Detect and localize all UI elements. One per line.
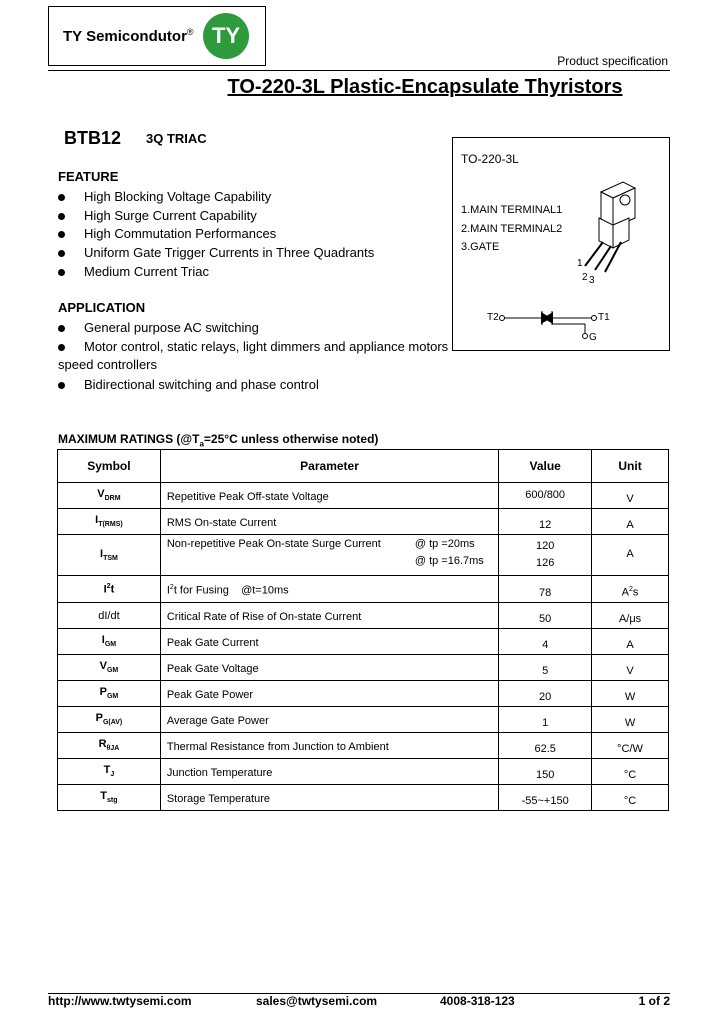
symbol-cell: $I_{TSM}$ [58, 535, 161, 576]
unit-cell: W [592, 681, 669, 707]
symbol-cell: $T_{stg}$ [58, 785, 161, 811]
value-cell: 12 [499, 509, 592, 535]
terminal-t1-label: T1 [598, 312, 610, 323]
pin-number: 1 [577, 258, 583, 269]
footer-email-link[interactable]: sales@twtysemi.com [256, 994, 378, 1008]
value-cell: 5 [499, 655, 592, 681]
unit-cell: V [592, 483, 669, 509]
ratings-title: MAXIMUM RATINGS ($@T_a=25^\circ C$ unless otherwise noted) [58, 432, 379, 449]
parameter-cell: Junction Temperature [160, 759, 498, 785]
symbol-cell: $I_{T(RMS)}$ [58, 509, 161, 535]
parameter-cell: Thermal Resistance from Junction to Ambient [160, 733, 498, 759]
bullet-icon [58, 250, 65, 257]
application-heading: APPLICATION [58, 300, 146, 315]
table-row [58, 759, 669, 785]
symbol-cell: $V_{DRM}$ [58, 483, 161, 509]
value-cell: 62.5 [499, 733, 592, 759]
parameter-cell: Storage Temperature [160, 785, 498, 811]
bullet-icon [58, 231, 65, 238]
parameter-cell: Non-repetitive Peak On-state Surge Current @ tp =20ms @ tp =16.7ms [160, 535, 498, 576]
bullet-icon [58, 382, 65, 389]
parameter-cell: Peak Gate Power [160, 681, 498, 707]
bullet-icon [58, 269, 65, 276]
triac-symbol [493, 308, 603, 344]
terminal-t2-label: T2 [487, 312, 499, 323]
unit-cell: A [592, 509, 669, 535]
feature-heading: FEATURE [58, 169, 119, 184]
parameter-cell: Peak Gate Current [160, 629, 498, 655]
bullet-icon [58, 213, 65, 220]
parameter-cell: Repetitive Peak Off-state Voltage [160, 483, 498, 509]
footer-phone: 4008-318-123 [440, 994, 515, 1008]
brand-name: TY Semicondutor® [63, 27, 194, 45]
symbol-cell: $P_{GM}$ [58, 681, 161, 707]
column-header: Unit [592, 450, 669, 483]
bullet-icon [58, 325, 65, 332]
value-cell: 120 126 [499, 535, 592, 576]
product-specification-label: Product specification [557, 54, 668, 68]
value-cell: 4 [499, 629, 592, 655]
gate-label: G [589, 332, 597, 343]
logo-mark: TY [203, 13, 249, 59]
parameter-cell: Average Gate Power [160, 707, 498, 733]
symbol-cell: $V_{GM}$ [58, 655, 161, 681]
document-title: TO-220-3L Plastic-Encapsulate Thyristors [227, 76, 623, 98]
unit-cell: A/μs [592, 603, 669, 629]
bullet-icon [58, 194, 65, 201]
unit-cell: °C [592, 759, 669, 785]
column-header: Symbol [58, 450, 161, 483]
unit-cell: °C/W [592, 733, 669, 759]
parameter-cell: RMS On-state Current [160, 509, 498, 535]
package-info-box [452, 137, 670, 351]
table-row [58, 629, 669, 655]
value-cell: 600/800 [499, 483, 592, 509]
symbol-cell: $R_{\theta JA}$ [58, 733, 161, 759]
symbol-cell: $T_J$ [58, 759, 161, 785]
registered-mark: ® [186, 27, 194, 37]
part-number: BTB12 [64, 128, 122, 148]
table-row [58, 576, 669, 603]
unit-cell: °C [592, 785, 669, 811]
column-header: Value [499, 450, 592, 483]
symbol-cell: $P_{G(AV)}$ [58, 707, 161, 733]
footer-website-link[interactable]: http://www.twtysemi.com [48, 994, 192, 1008]
value-cell: 150 [499, 759, 592, 785]
pin-number: 2 [582, 272, 588, 283]
unit-cell: A [592, 535, 669, 576]
table-row [58, 655, 669, 681]
symbol-cell: dI/dt [58, 603, 161, 629]
symbol-cell: $I_{GM}$ [58, 629, 161, 655]
table-row [58, 707, 669, 733]
table-row [58, 785, 669, 811]
condition-text: @ tp =20ms [414, 538, 475, 550]
unit-cell: V [592, 655, 669, 681]
bullet-icon [58, 344, 65, 351]
table-row [58, 483, 669, 509]
pin-description: 2.MAIN TERMINAL2 [461, 223, 563, 235]
parameter-cell: $I^2t$ for Fusing @t=10ms [160, 576, 498, 603]
value-cell: 50 [499, 603, 592, 629]
condition-text: @ tp =16.7ms [414, 555, 484, 567]
pin-number: 3 [589, 275, 595, 286]
pin-description: 3.GATE [461, 241, 500, 253]
page-number: 1 of 2 [638, 994, 670, 1008]
table-header-row [58, 450, 669, 483]
unit-cell: W [592, 707, 669, 733]
pin-description: 1.MAIN TERMINAL1 [461, 204, 563, 216]
parameter-cell: Critical Rate of Rise of On-state Current [160, 603, 498, 629]
to220-package-drawing [571, 178, 651, 286]
table-row [58, 733, 669, 759]
value-cell: 20 [499, 681, 592, 707]
ratings-table [57, 449, 669, 811]
table-row [58, 603, 669, 629]
table-row [58, 681, 669, 707]
column-header: Parameter [160, 450, 498, 483]
package-name: TO-220-3L [461, 152, 519, 166]
table-row [58, 509, 669, 535]
application-item-continuation: speed controllers [58, 357, 157, 372]
value-cell: 78 [499, 576, 592, 603]
header-divider [48, 70, 670, 71]
value-cell: -55~+150 [499, 785, 592, 811]
value-cell: 1 [499, 707, 592, 733]
unit-cell: $A^2s$ [592, 576, 669, 603]
company-logo [48, 6, 266, 66]
part-description: 3Q TRIAC [146, 131, 207, 146]
symbol-cell: $I^2t$ [58, 576, 161, 603]
table-row [58, 535, 669, 576]
parameter-cell: Peak Gate Voltage [160, 655, 498, 681]
unit-cell: A [592, 629, 669, 655]
